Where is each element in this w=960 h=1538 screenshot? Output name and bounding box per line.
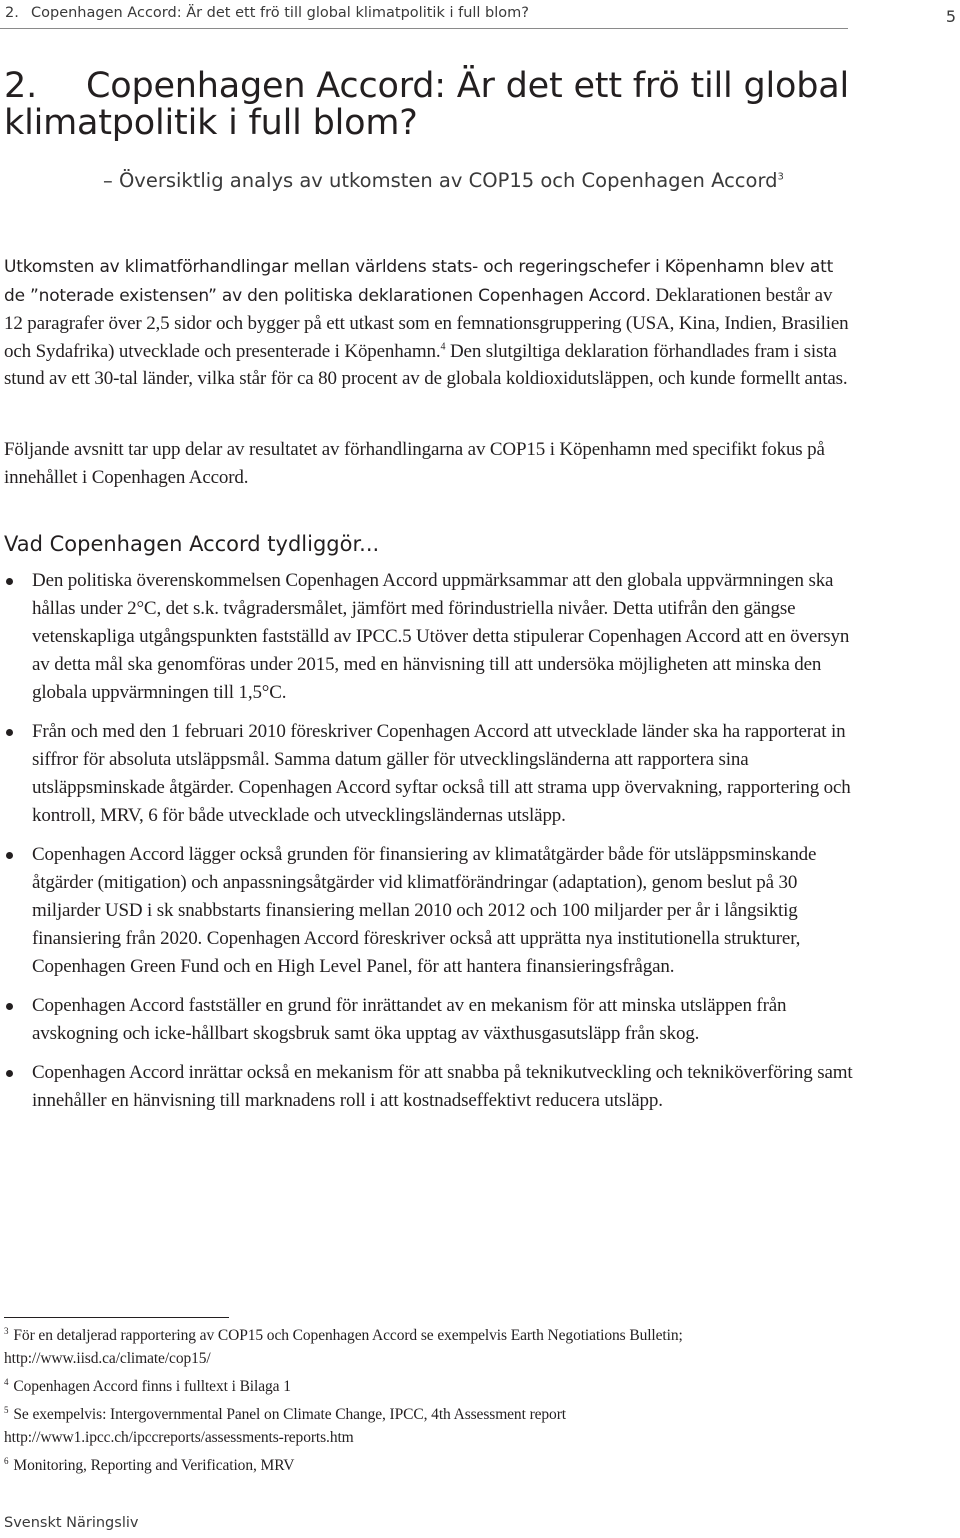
bullet-text-5: Copenhagen Accord inrättar också en mekanism för att snabba på teknikutveckling och tekniköverföring samt innehåller en hänvisning till marknadens roll i att kostnadseffektivt reducera utsläpp. [32, 1062, 853, 1111]
footnote-text: Se exempelvis: Intergovernmental Panel on Climate Change, IPCC, 4th Assessment report http://www1.ipcc.ch/ipccreports/assessments-reports.htm [4, 1406, 566, 1446]
chapter-title-line-1: Copenhagen Accord: Är det ett frö till global [86, 66, 850, 106]
bullet-item-2 [4, 718, 856, 830]
running-header [5, 3, 845, 23]
intro-paragraph [4, 253, 852, 393]
footnote-text: Monitoring, Reporting and Verification, MRV [13, 1457, 295, 1474]
bullet-text-4: Copenhagen Accord fastställer en grund för inrättandet av en mekanism för att minska utsläppen från avskogning och icke-hållbart skogsbruk samt öka upptag av växthusgasutsläpp från skog. [32, 995, 787, 1044]
section-heading: Vad Copenhagen Accord tydliggör... [4, 532, 380, 556]
publisher-footer: Svenskt Näringsliv [4, 1515, 139, 1531]
bullet-icon [6, 1003, 13, 1010]
chapter-title [4, 68, 884, 142]
footnotes [4, 1324, 844, 1482]
header-rule [0, 28, 848, 29]
footnote-6 [4, 1454, 844, 1477]
bullet-icon [6, 729, 13, 736]
chapter-title-line-2: klimatpolitik i full blom? [4, 103, 418, 143]
footnote-ref-4: 4 [440, 341, 446, 353]
bullet-item-4 [4, 992, 856, 1048]
page-number: 5 [945, 7, 956, 26]
footnote-number: 3 [4, 1325, 9, 1336]
chapter-subtitle [103, 169, 943, 193]
bullet-item-3 [4, 841, 856, 981]
bullet-text-3: Copenhagen Accord lägger också grunden för finansiering av klimatåtgärder både för utsläppsminskande åtgärder (mitigation) och anpassningsåtgärder vid klimatförändringar (adaptation), genom beslut på 30 miljarder USD i sk snabbstarts finansiering mellan 2010 och 2012 och 100 miljarder per år i långsiktig finansiering från 2020. Copenhagen Accord föreskriver också att upprätta nya institutionella strukturer, Copenhagen Green Fund och en High Level Panel, för att hantera finansieringsfrågan. [32, 844, 817, 977]
intro-text-part-2: Den slutgiltiga deklaration förhandlades fram i sista stund av ett 30-tal länder, vilka står för ca 80 procent av de globala koldioxidutsläppen, och kunde formellt antas. [4, 340, 848, 389]
bullet-text-1: Den politiska överenskommelsen Copenhagen Accord uppmärksammar att den globala uppvärmningen ska hållas under 2°C, det s.k. tvågradersmålet, jämfört med förindustriella nivåer. Detta utifrån den gängse vetenskapliga utgångspunkten fastställd av IPCC.5 Utöver detta stipulerar Copenhagen Accord att en översyn av detta mål ska genomföras under 2015, med en hänvisning till att undersöka möjligheten att minska den globala uppvärmningen till 1,5°C. [32, 570, 850, 703]
intro-lead-text: Utkomsten av klimatförhandlingar mellan världens stats- och regeringschefer i Köpenhamn blev att de ”noterade existensen” av den politiska deklarationen Copenhagen Accord. [4, 257, 834, 306]
footnote-text: Copenhagen Accord finns i fulltext i Bilaga 1 [13, 1378, 291, 1395]
running-header-title: Copenhagen Accord: Är det ett frö till global klimatpolitik i full blom? [31, 5, 529, 21]
bullet-list [4, 567, 856, 1126]
footnote-5 [4, 1403, 844, 1449]
chapter-number: 2. [4, 66, 37, 106]
bullet-text-2: Från och med den 1 februari 2010 föreskriver Copenhagen Accord att utvecklade länder ska ha rapporterat in siffror för absoluta utsläppsmål. Samma datum gäller för utvecklingsländerna att rapportera sina utsläppsminskade åtgärder. Copenhagen Accord syftar också till att strama upp övervakning, rapportering och kontroll, MRV, 6 för både utvecklade och utvecklingsländernas utsläpp. [32, 721, 851, 826]
footnote-3 [4, 1324, 844, 1370]
footnote-4 [4, 1375, 844, 1398]
intro-text-part-1: Deklarationen består av 12 paragrafer över 2,5 sidor och bygger på ett utkast som en femnationsgruppering (USA, Kina, Indien, Brasilien och Sydafrika) utvecklade och presenterade i Köpenhamn. [4, 284, 849, 362]
bullet-icon [6, 578, 13, 585]
paragraph-2: Följande avsnitt tar upp delar av resultatet av förhandlingarna av COP15 i Köpenhamn med specifikt fokus på innehållet i Copenhagen Accord. [4, 439, 825, 488]
chapter-subtitle-text: – Översiktlig analys av utkomsten av COP15 och Copenhagen Accord [103, 169, 778, 192]
footnote-ref-3: 3 [777, 171, 784, 183]
running-header-chapter-number: 2. [5, 5, 19, 21]
bullet-item-1 [4, 567, 856, 707]
footnote-number: 4 [4, 1376, 9, 1387]
footnote-number: 5 [4, 1404, 9, 1415]
footnote-text: För en detaljerad rapportering av COP15 och Copenhagen Accord se exempelvis Earth Negotiations Bulletin; http://www.iisd.ca/climate/cop15/ [4, 1327, 683, 1367]
footnote-rule [4, 1317, 229, 1318]
bullet-icon [6, 1070, 13, 1077]
footnote-number: 6 [4, 1455, 9, 1466]
bullet-icon [6, 852, 13, 859]
bullet-item-5 [4, 1059, 856, 1115]
